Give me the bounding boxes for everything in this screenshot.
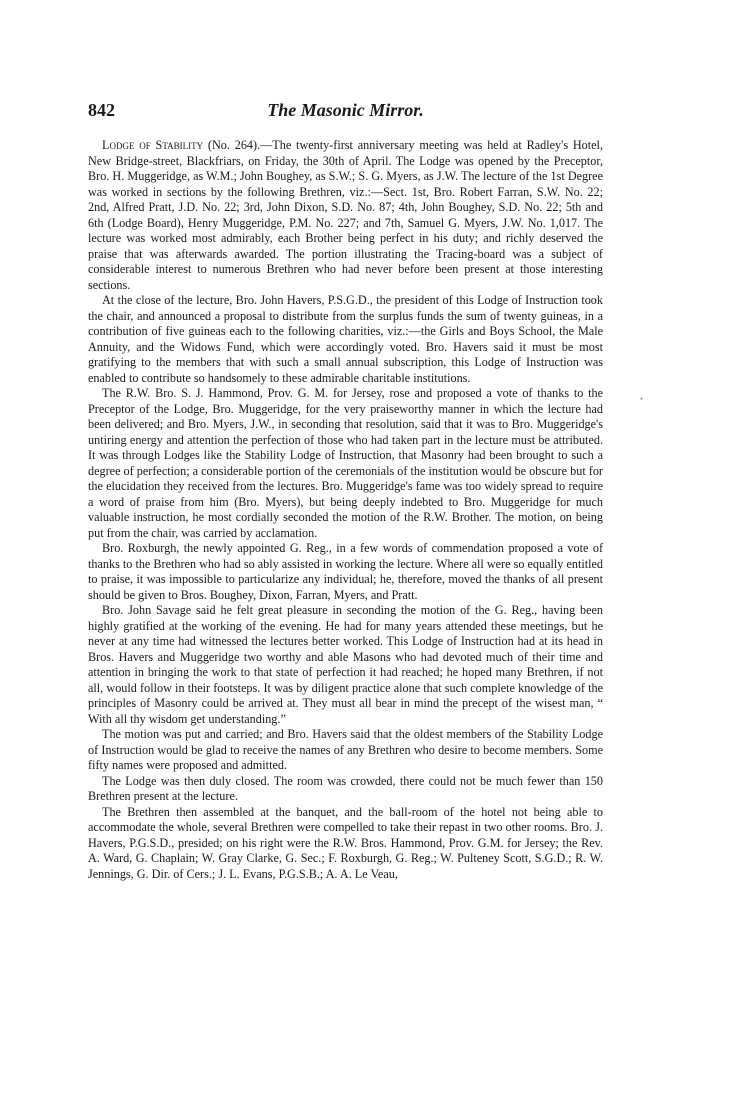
paragraph: At the close of the lecture, Bro. John Havers, P.S.G.D., the president of this Lodge of Instruction took the chair, and announced a proposal to distribute from the surplus funds the sum of twenty guineas, in a contribution of five guineas each to the following charities, viz.:—the Girls and Boys School, the Male Annuity, and the Widows Fund, which were accordingly voted. Bro. Havers said it must be most gratifying to the members that with such a small annual subscription, this Lodge of Instruction was enabled to contribute so handsomely to these admirable charitable institutions. (88, 293, 603, 385)
paragraph: Bro. Roxburgh, the newly appointed G. Reg., in a few words of commendation proposed a vote of thanks to the Brethren who had so ably assisted in working the lecture. Where all were so equally entitled to praise, it was impossible to particularize any individual; he, therefore, moved the thanks of all present should be given to Bros. Boughey, Dixon, Farran, Myers, and Pratt. (88, 541, 603, 602)
paragraph: Lodge of Stability (No. 264).—The twenty-first anniversary meeting was held at Radley's Hotel, New Bridge-street, Blackfriars, on Friday, the 30th of April. The Lodge was opened by the Preceptor, Bro. H. Muggeridge, as W.M.; John Boughey, as S.W.; S. G. Myers, as J.W. The lecture of the 1st Degree was worked in sections by the following Brethren, viz.:—Sect. 1st, Bro. Robert Farran, S.W. No. 22; 2nd, Alfred Pratt, J.D. No. 22; 3rd, John Dixon, S.D. No. 87; 4th, John Boughey, S.D. No. 22; 5th and 6th (Lodge Board), Henry Muggeridge, P.M. No. 227; and 7th, Samuel G. Myers, J.W. No. 1,017. The lecture was worked most admirably, each Brother being perfect in his duty; and richly deserved the praise that was afterwards awarded. The portion illustrating the Tracing-board was a subject of considerable interest to numerous Brethren who had never before been present at those interesting sections. (88, 138, 603, 292)
paragraph: The R.W. Bro. S. J. Hammond, Prov. G. M. for Jersey, rose and proposed a vote of thanks to the Preceptor of the Lodge, Bro. Muggeridge, for the very praiseworthy manner in which the lecture had been delivered; and Bro. Myers, J.W., in seconding that resolution, said that it was to Bro. Muggeridge's untiring energy and attention the perfection of those who had taken part in the lecture must be attributed. It was through Lodges like the Stability Lodge of Instruction, that Masonry had been brought to such a degree of perfection; a considerable portion of the ceremonials of the institution would be obscure but for the elucidation they received from the lectures. Bro. Muggeridge's fame was too widely spread to require a word of praise from him (Bro. Myers), but being deeply indebted to Bro. Muggeridge for much valuable instruction, he most cordially seconded the motion of the R.W. Brother. The motion, on being put from the chair, was carried by acclamation. (88, 386, 603, 540)
running-title: The Masonic Mirror. (267, 100, 424, 120)
paragraph: The Brethren then assembled at the banquet, and the ball-room of the hotel not being able to accommodate the whole, several Brethren were compelled to take their repast in two other rooms. Bro. J. Havers, P.G.S.D., presided; on his right were the R.W. Bros. Hammond, Prov. G.M. for Jersey; the Rev. A. Ward, G. Chaplain; W. Gray Clarke, G. Sec.; F. Roxburgh, G. Reg.; W. Pulteney Scott, S.G.D.; R. W. Jennings, G. Dir. of Cers.; J. L. Evans, P.G.S.B.; A. A. Le Veau, (88, 804, 603, 881)
paragraph: The Lodge was then duly closed. The room was crowded, there could not be much fewer than 150 Brethren present at the lecture. (88, 773, 603, 803)
article-body (88, 138, 603, 882)
lead-in-title: Lodge of Stability (102, 138, 204, 152)
paragraph: The motion was put and carried; and Bro. Havers said that the oldest members of the Stability Lodge of Instruction would be glad to receive the names of any Brethren who desire to become members. Some fifty names were proposed and admitted. (88, 727, 603, 772)
paragraph: Bro. John Savage said he felt great pleasure in seconding the motion of the G. Reg., having been highly gratified at the working of the evening. He had for many years attended these meetings, but he never at any time had witnessed the lectures better worked. This Lodge of Instruction had at its head in Bros. Havers and Muggeridge two worthy and able Masons who had devoted much of their time and attention in bringing the work to that state of perfection it had reached; he hoped many Brethren, if not all, would follow in their footsteps. It was by diligent practice alone that such complete knowledge of the principles of Masonry could be arrived at. They must all bear in mind the precept of the wisest man, “ With all thy wisdom get understanding.” (88, 603, 603, 726)
page-header (88, 100, 603, 126)
margin-speck: • (640, 394, 644, 404)
page-number: 842 (88, 100, 115, 120)
